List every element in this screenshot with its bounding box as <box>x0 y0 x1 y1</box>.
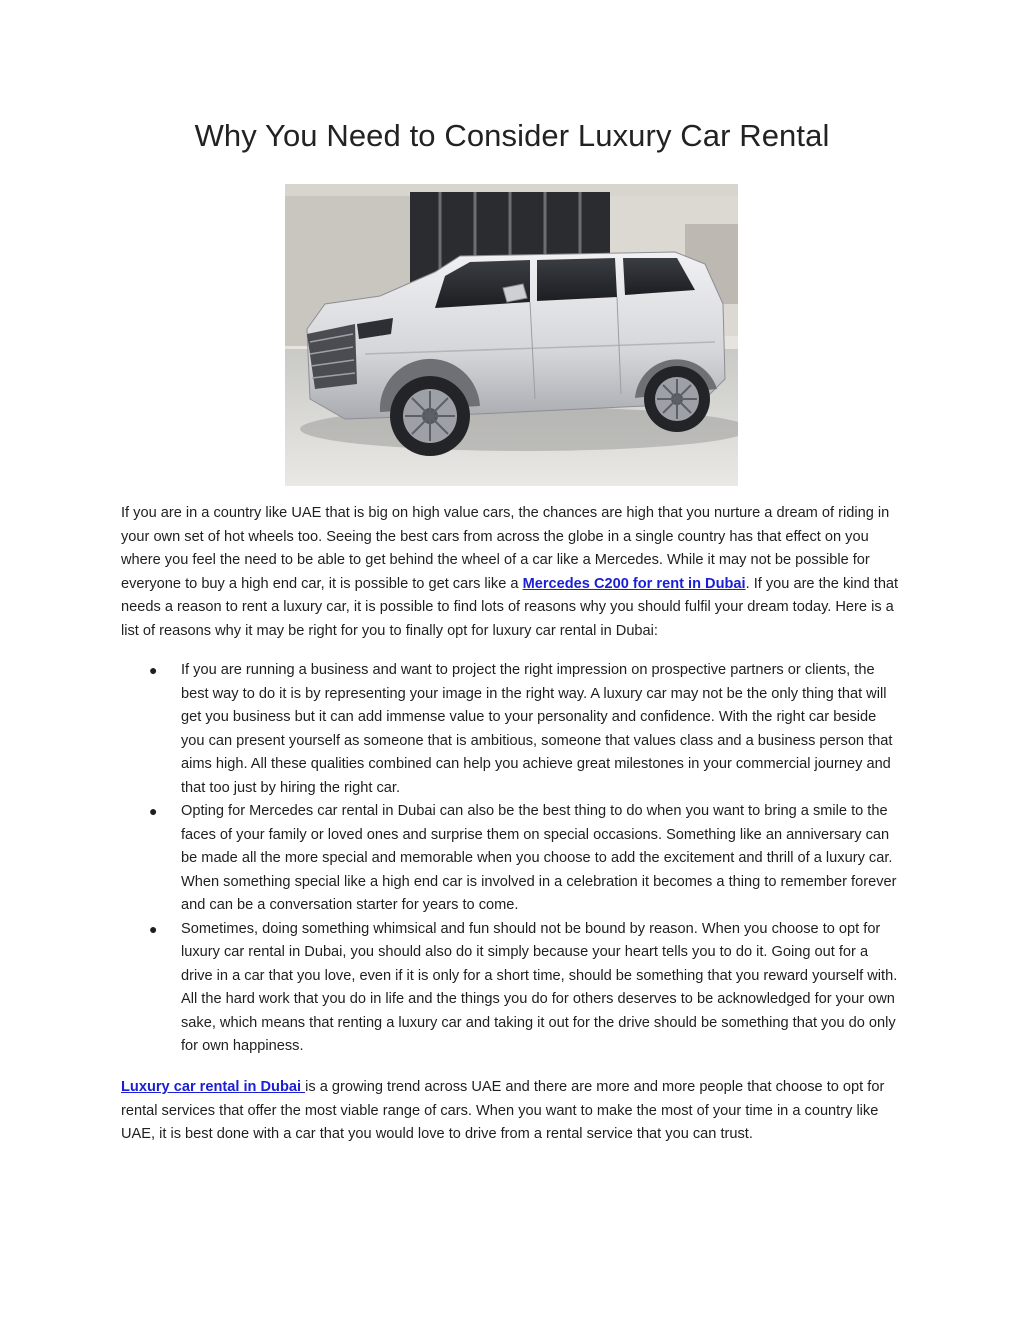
list-item-text: If you are running a business and want to project the right impression on prospective partners or clients, the best way to do it is by representing your image in the right way. A luxury car may not be the only thing that will get you business but it can add immense value to your personality and confidence. With the right car beside you can present yourself as someone that is ambitious, someone that values class and a business person that aims high. All these qualities combined can help you achieve great milestones in your commercial journey and that too just by hiring the right car. <box>181 662 893 796</box>
bullet-icon: ● <box>149 920 158 937</box>
mercedes-c200-rent-link[interactable]: Mercedes C200 for rent in Dubai <box>522 575 746 592</box>
intro-text-after-link: . If you are the kind that needs a reason to rent a luxury car, it is possible to find lots of reasons why you should fulfil your dream today. Here is a list of reasons why it may be right for you to finally opt for luxury car rental in Dubai: <box>121 575 899 639</box>
list-item <box>121 800 903 918</box>
closing-paragraph <box>121 1076 903 1147</box>
list-item-text: Sometimes, doing something whimsical and fun should not be bound by reason. When you choose to opt for luxury car rental in Dubai, you should also do it simply because your heart tells you to do it. Going out for a drive in a car that you love, even if it is only for a short time, should be something that you reward yourself with. All the hard work that you do in life and the things you do for others deserves to be acknowledged for your own sake, which means that renting a luxury car and taking it out for the drive should be something that you do only for own happiness. <box>181 920 898 1054</box>
reasons-list <box>121 659 903 1059</box>
list-item <box>121 918 903 1059</box>
luxury-car-rental-link[interactable]: Luxury car rental in Dubai <box>121 1079 306 1095</box>
document-title: Why You Need to Consider Luxury Car Rental <box>194 118 830 153</box>
bullet-icon: ● <box>149 803 158 819</box>
closing-text: is a growing trend across UAE and there are more and more people that choose to opt for rental services that offer the most viable range of cars. When you want to make the most of your time in a country like UAE, it is best done with a car that you would love to drive from a rental service that you can trust. <box>121 1079 885 1142</box>
car-photo <box>285 184 738 486</box>
list-item-text: Opting for Mercedes car rental in Dubai can also be the best thing to do when you want to bring a smile to the faces of your family or loved ones and surprise them on special occasions. Something like an anniversary can be made all the more special and memorable when you choose to add the excitement and thrill of a luxury car. When something special like a high end car is involved in a celebration it becomes a thing to remember forever and can be a conversation starter for years to come. <box>181 803 897 913</box>
intro-paragraph <box>121 502 903 643</box>
bullet-icon: ● <box>149 662 158 678</box>
intro-text-before-link: If you are in a country like UAE that is big on high value cars, the chances are high that you nurture a dream of riding in your own set of hot wheels too. Seeing the best cars from across the globe in a single country has that effect on you where you feel the need to be able to get behind the wheel of a car like a Mercedes. While it may not be possible for everyone to buy a high end car, it is possible to get cars like a <box>121 505 890 592</box>
list-item <box>121 659 903 800</box>
